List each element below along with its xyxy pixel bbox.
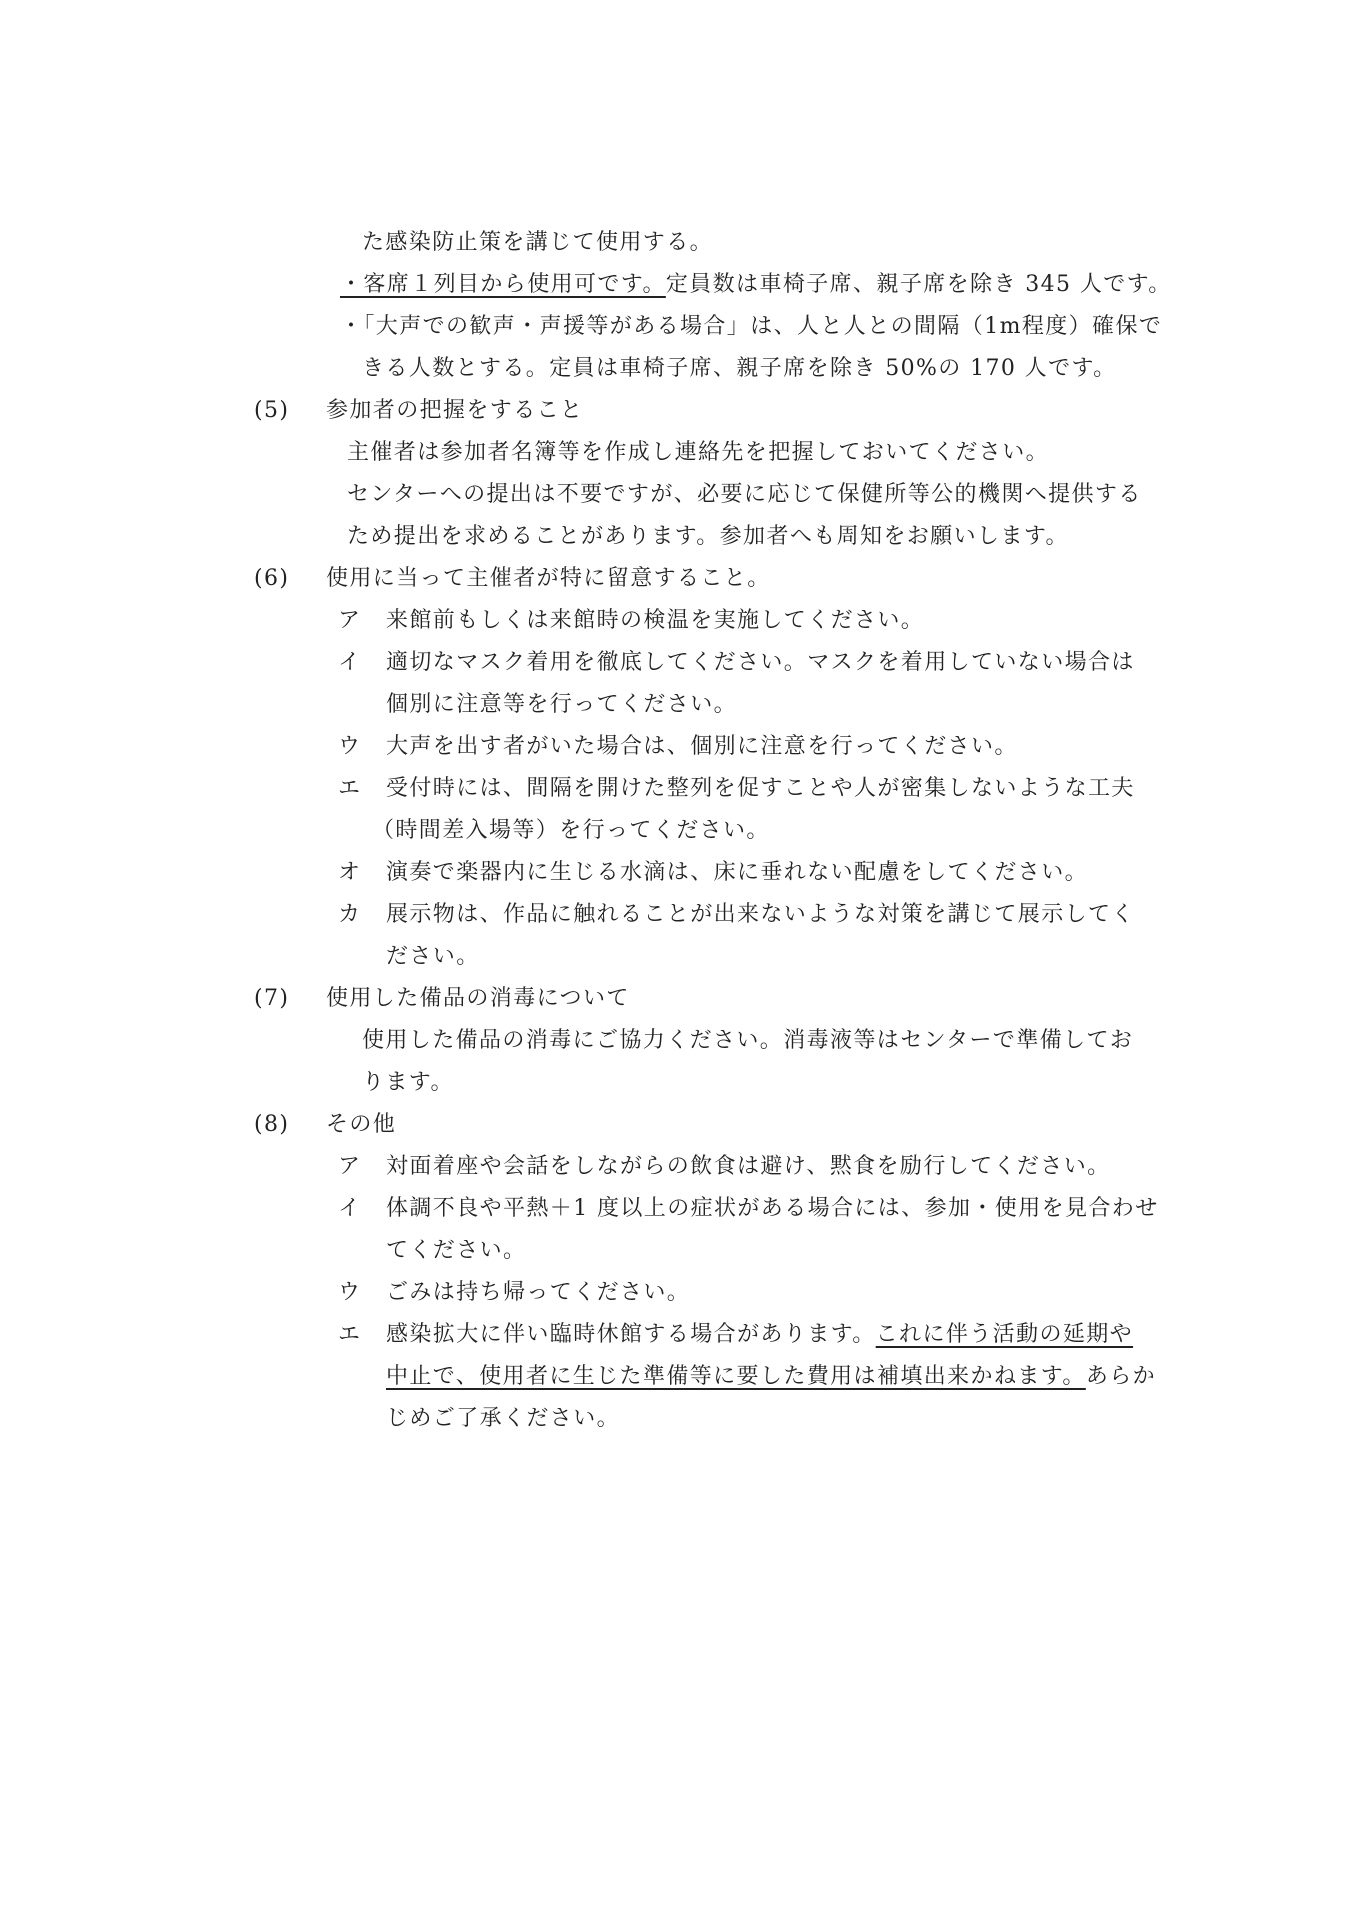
list-item: 演奏で楽器内に生じる水滴は、床に垂れない配慮をしてください。: [386, 860, 1089, 885]
list-item: 個別に注意等を行ってください。: [386, 692, 738, 717]
list-item: 展示物は、作品に触れることが出来ないような対策を講じて展示してく: [386, 902, 1135, 927]
list-item: [386, 1320, 1133, 1350]
item-mark: ア: [338, 1154, 362, 1179]
section-title: 使用した備品の消毒について: [326, 986, 630, 1011]
bullet-text: 定員数は車椅子席、親子席を除き 345 人です。: [665, 272, 1172, 297]
section-number: (6): [254, 566, 290, 591]
list-item: 来館前もしくは来館時の検温を実施してください。: [386, 608, 925, 633]
item-mark: ウ: [338, 734, 362, 759]
item-mark: オ: [338, 860, 362, 885]
item-mark: イ: [338, 650, 362, 675]
section-title: その他: [326, 1112, 397, 1137]
item-mark: エ: [338, 1322, 362, 1347]
list-item: 受付時には、間隔を開けた整列を促すことや人が密集しないような工夫: [386, 776, 1135, 801]
intro-line: た感染防止策を講じて使用する。: [362, 230, 714, 255]
bullet-loud-line1: ・「大声での歓声・声援等がある場合」は、人と人との間隔（1m程度）確保で: [340, 314, 1163, 339]
plain-text: あらか: [1085, 1364, 1157, 1389]
underlined-text: 中止で、使用者に生じた準備等に要した費用は補填出来かねます。: [386, 1364, 1086, 1389]
list-item: （時間差入場等）を行ってください。: [372, 818, 770, 843]
bullet-capacity: [340, 270, 1172, 300]
paragraph: ります。: [362, 1070, 454, 1095]
list-item: [386, 1362, 1156, 1392]
item-mark: ウ: [338, 1280, 362, 1305]
list-item: 体調不良や平熱＋1 度以上の症状がある場合には、参加・使用を見合わせ: [386, 1196, 1159, 1221]
section-number: (8): [254, 1112, 290, 1137]
underlined-text: ・客席１列目から使用可です。: [340, 272, 666, 297]
item-mark: イ: [338, 1196, 362, 1221]
list-item: 適切なマスク着用を徹底してください。マスクを着用していない場合は: [386, 650, 1135, 675]
paragraph: 主催者は参加者名簿等を作成し連絡先を把握しておいてください。: [347, 440, 1050, 465]
section-title: 参加者の把握をすること: [326, 398, 584, 423]
list-item: ださい。: [386, 944, 480, 969]
item-mark: ア: [338, 608, 362, 633]
list-item: てください。: [386, 1238, 527, 1263]
section-number: (5): [254, 398, 290, 423]
underlined-text: これに伴う活動の延期や: [875, 1322, 1134, 1347]
paragraph: ため提出を求めることがあります。参加者へも周知をお願いします。: [347, 524, 1069, 549]
section-title: 使用に当って主催者が特に留意すること。: [326, 566, 771, 591]
list-item: 大声を出す者がいた場合は、個別に注意を行ってください。: [386, 734, 1018, 759]
paragraph: 使用した備品の消毒にご協力ください。消毒液等はセンターで準備してお: [362, 1028, 1134, 1053]
item-mark: エ: [338, 776, 362, 801]
list-item: じめご了承ください。: [386, 1406, 621, 1431]
item-mark: カ: [338, 902, 362, 927]
paragraph: センターへの提出は不要ですが、必要に応じて保健所等公的機関へ提供する: [347, 482, 1142, 507]
list-item: 対面着座や会話をしながらの飲食は避け、黙食を励行してください。: [386, 1154, 1111, 1179]
list-item: ごみは持ち帰ってください。: [386, 1280, 691, 1305]
plain-text: 感染拡大に伴い臨時休館する場合があります。: [386, 1322, 876, 1347]
bullet-loud-line2: きる人数とする。定員は車椅子席、親子席を除き 50%の 170 人です。: [362, 356, 1117, 381]
section-number: (7): [254, 986, 290, 1011]
